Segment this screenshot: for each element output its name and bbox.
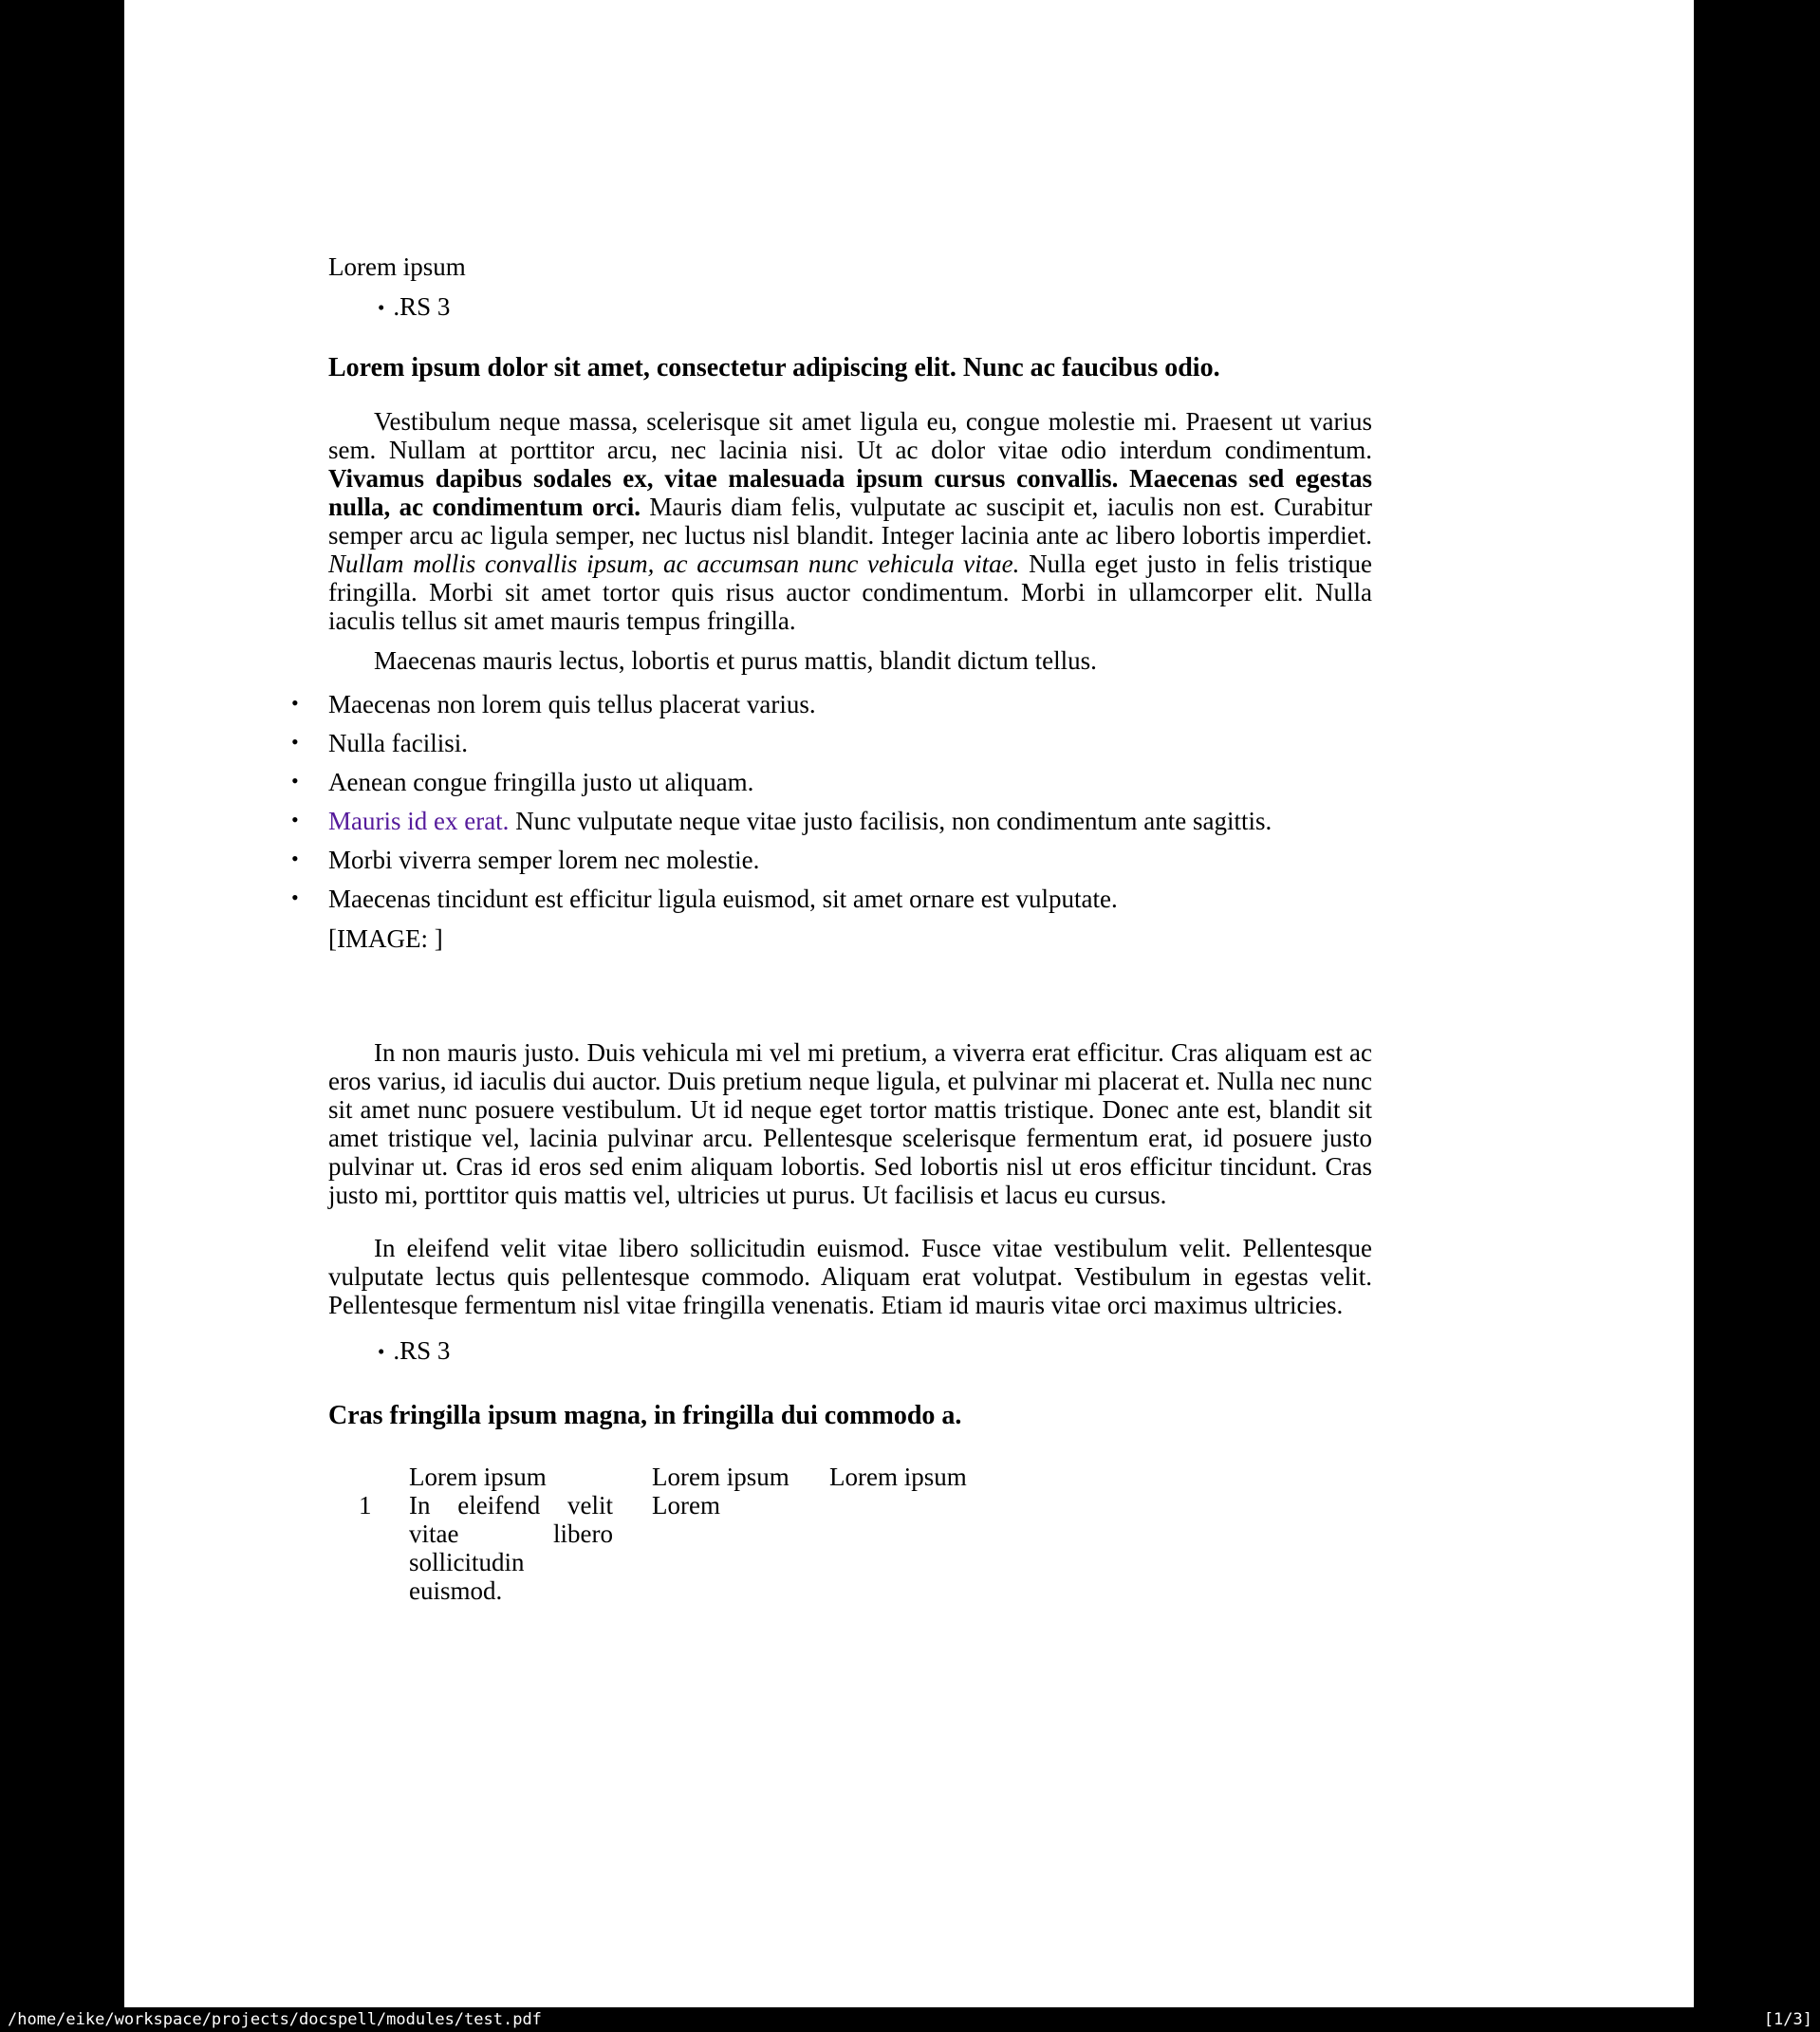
mauris-link[interactable]: Mauris id ex erat. xyxy=(328,807,510,835)
table-header-cell: Lorem ipsum xyxy=(409,1463,547,1491)
section-heading-1: Lorem ipsum dolor sit amet, consectetur adipiscing elit. Nunc ac faucibus odio. xyxy=(328,353,1220,382)
list-item-text: Nunc vulputate neque vitae justo facilisis, non condimentum ante sagittis. xyxy=(509,807,1272,835)
pdf-page xyxy=(124,0,1694,2007)
list-item xyxy=(291,846,1372,874)
paragraph-1-text: Mauris diam felis, vulputate ac suscipit et, iaculis non est. Curabitur semper arcu ac ligula semper, nec luctus nisl blandit. Integer lacinia ante ac libero lobortis imperdiet. xyxy=(328,493,1372,550)
paragraph-1-text: Vestibulum neque massa, scelerisque sit amet ligula eu, congue molestie mi. Praesent ut varius sem. Nullam at porttitor arcu, nec lacinia nisi. Ut ac dolor vitae odio interdum condimentum. xyxy=(328,407,1372,464)
paragraph-3: In non mauris justo. Duis vehicula mi vel mi pretium, a viverra erat efficitur. Cras aliquam est ac eros varius, id iaculis dui auctor. Duis pretium neque ligula, et pulvinar mi placerat et. Nulla nec nunc sit amet nunc posuere vestibulum. Ut id neque eget tortor mattis tristique. Donec ante est, blandit sit amet tristique vel, lacinia pulvinar arcu. Pellentesque scelerisque fermentum erat, id posuere justo pulvinar ut. Cras id eros sed enim aliquam lobortis. Sed lobortis nisl ut eros efficitur tincidunt. Cras justo mi, porttitor quis mattis vel, ultricies ut purus. Ut facilisis et lacus eu cursus. xyxy=(328,1038,1372,1209)
table-header-cell: Lorem ipsum xyxy=(829,1463,967,1491)
rs-directive-item xyxy=(328,292,1372,322)
list-item-text: Maecenas tincidunt est efficitur ligula euismod, sit amet ornare est vulputate. xyxy=(328,885,1118,913)
list-item xyxy=(291,729,1372,757)
table-corner-cell xyxy=(359,1463,409,1491)
table-cell-text: In eleifend velit vitae libero sollicitudin euismod. xyxy=(409,1491,613,1605)
bullet-list xyxy=(291,690,1372,913)
bullet-icon: • xyxy=(291,886,299,909)
list-item-text: Maecenas non lorem quis tellus placerat varius. xyxy=(328,690,816,718)
bullet-icon: • xyxy=(291,769,299,792)
statusbar xyxy=(0,2007,1820,2032)
document-table xyxy=(359,1463,1372,1605)
list-item-text: Nulla facilisi. xyxy=(328,729,468,757)
paragraph-1-text: Nulla eget justo in felis tristique fringilla. Morbi sit amet tortor quis risus auctor condimentum. Morbi in ullamcorper elit. Nulla iaculis tellus sit amet mauris tempus fringilla. xyxy=(328,550,1372,635)
paragraph-2: Maecenas mauris lectus, lobortis et purus mattis, blandit dictum tellus. xyxy=(374,646,1097,675)
statusbar-file-path: /home/eike/workspace/projects/docspell/modules/test.pdf xyxy=(8,2010,542,2029)
bullet-icon: • xyxy=(291,808,299,831)
document-content xyxy=(291,0,1372,1605)
missing-image-area xyxy=(328,953,1372,1014)
table-header-cell: Lorem ipsum xyxy=(652,1463,789,1491)
bullet-icon: • xyxy=(378,1340,385,1363)
rs-directive-text: .RS 3 xyxy=(393,1336,451,1365)
bullet-icon: • xyxy=(378,296,385,319)
paragraph-1-bold-text: Vivamus dapibus sodales ex, vitae malesuada ipsum cursus convallis. Maecenas sed egestas nulla, ac condimentum orci. xyxy=(328,464,1372,521)
list-item xyxy=(291,885,1372,913)
bullet-icon: • xyxy=(291,691,299,715)
section-heading-2: Cras fringilla ipsum magna, in fringilla dui commodo a. xyxy=(328,1401,962,1430)
list-item-text: Aenean congue fringilla justo ut aliquam. xyxy=(328,768,754,796)
paragraph-1 xyxy=(328,407,1372,635)
table-cell xyxy=(829,1491,1372,1605)
list-item xyxy=(291,690,1372,718)
table-cell xyxy=(409,1491,652,1605)
image-placeholder-text: [IMAGE: ] xyxy=(328,924,443,953)
list-item xyxy=(291,807,1372,835)
paragraph-4: In eleifend velit vitae libero sollicitudin euismod. Fusce vitae vestibulum velit. Pellentesque vulputate lectus quis pellentesque commodo. Aliquam erat volutpat. Vestibulum in egestas velit. Pellentesque fermentum nisl vitae fringilla venenatis. Etiam id mauris vitae orci maximus ultricies. xyxy=(328,1234,1372,1319)
bullet-icon: • xyxy=(291,847,299,870)
list-item-text: Morbi viverra semper lorem nec molestie. xyxy=(328,846,760,874)
rs-directive-text: .RS 3 xyxy=(393,292,451,321)
rs-directive-item xyxy=(328,1336,1372,1366)
list-item xyxy=(291,768,1372,796)
statusbar-page-indicator: [1/3] xyxy=(1763,2010,1812,2029)
intro-text: Lorem ipsum xyxy=(328,252,466,281)
table-row-number: 1 xyxy=(359,1491,372,1519)
paragraph-1-italic-text: Nullam mollis convallis ipsum, ac accumsan nunc vehicula vitae. xyxy=(328,550,1020,578)
table-cell: Lorem xyxy=(652,1491,720,1519)
bullet-icon: • xyxy=(291,730,299,754)
